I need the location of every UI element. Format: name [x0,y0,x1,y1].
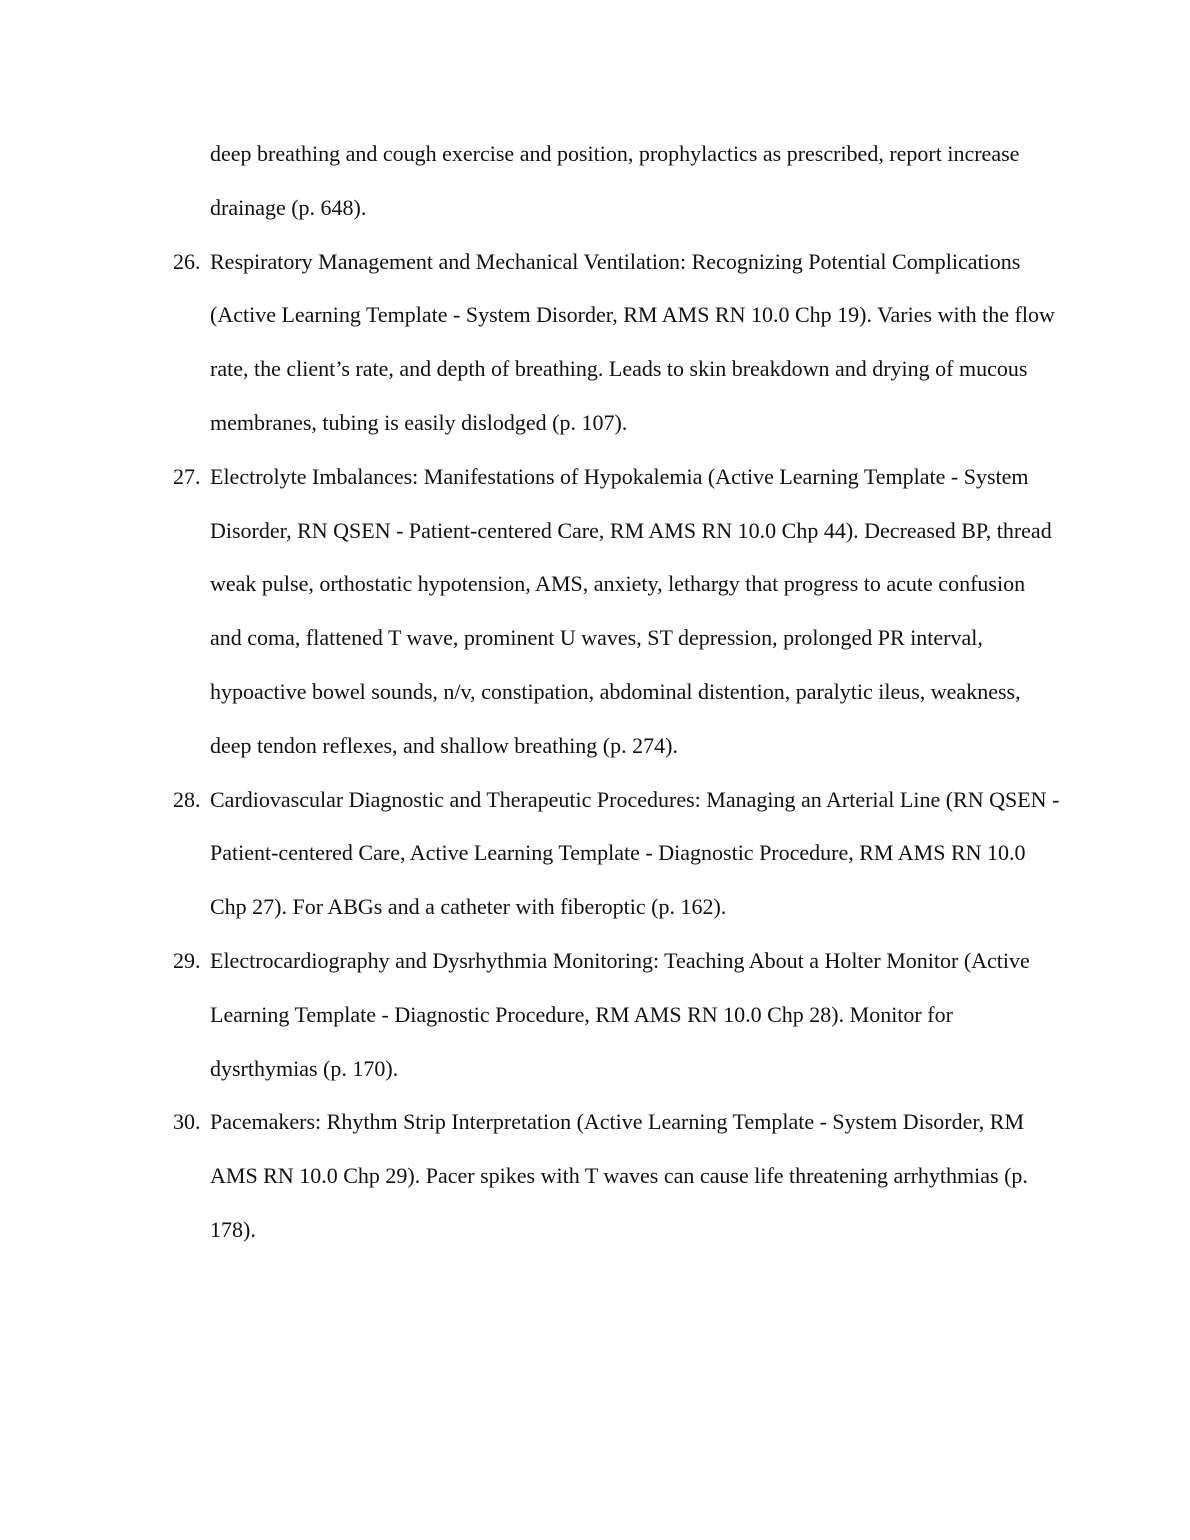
list-item-text: Electrocardiography and Dysrhythmia Monitoring: Teaching About a Holter Monitor (Active Learning Template - Diagnostic Procedure, RM AMS RN 10.0 Chp 28). Monitor for dysrthymias (p. 170). [210,947,1030,1081]
list-item-text: Cardiovascular Diagnostic and Therapeutic Procedures: Managing an Arterial Line (RN QSEN - Patient-centered Care, Active Learning Template - Diagnostic Procedure, RM AMS RN 10.0 Chp 27). For ABGs and a catheter with fiberoptic (p. 162). [210,786,1060,920]
list-item-number: 26. [173,248,201,274]
continuation-paragraph: deep breathing and cough exercise and position, prophylactics as prescribed, report increase drainage (p. 648). [210,141,1020,220]
list-item-26 [173,235,1060,450]
list-item-28 [173,773,1060,934]
list-item-30 [173,1095,1060,1256]
list-item-number: 30. [173,1109,201,1135]
list-item-27 [173,450,1060,773]
list-item-number: 28. [173,786,201,812]
document-body [173,127,1060,1257]
list-item-text: Respiratory Management and Mechanical Ventilation: Recognizing Potential Complications (Active Learning Template - System Disorder, RM AMS RN 10.0 Chp 19). Varies with the flow rate, the client’s rate, and depth of breathing. Leads to skin breakdown and drying of mucous membranes, tubing is easily dislodged (p. 107). [210,248,1055,435]
list-item-text: Pacemakers: Rhythm Strip Interpretation (Active Learning Template - System Disorder, RM AMS RN 10.0 Chp 29). Pacer spikes with T waves can cause life threatening arrhythmias (p. 178). [210,1109,1028,1242]
list-item-29 [173,934,1060,1095]
list-item-number: 27. [173,463,201,489]
list-item-number: 29. [173,947,201,973]
list-item-text: Electrolyte Imbalances: Manifestations of Hypokalemia (Active Learning Template - System Disorder, RN QSEN - Patient-centered Care, RM AMS RN 10.0 Chp 44). Decreased BP, thread weak pulse, orthostatic hypotension, AMS, anxiety, lethargy that progress to acute confusion and coma, flattened T wave, prominent U waves, ST depression, prolonged PR interval, hypoactive bowel sounds, n/v, constipation, abdominal distention, paralytic ileus, weakness, deep tendon reflexes, and shallow breathing (p. 274). [210,463,1052,758]
